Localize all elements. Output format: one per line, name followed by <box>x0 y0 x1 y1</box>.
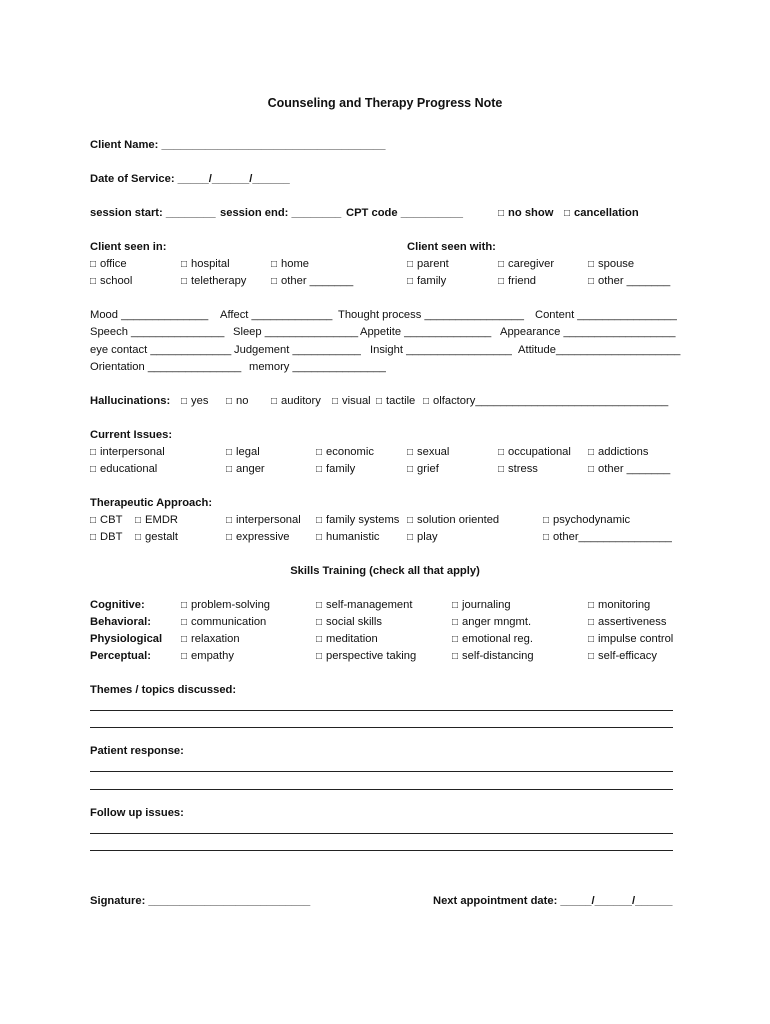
affect-field[interactable]: Affect _____________ <box>220 309 333 321</box>
issue-option[interactable]: □ interpersonal <box>90 445 165 460</box>
themes-label: Themes / topics discussed: <box>90 684 237 696</box>
issue-option[interactable]: □ family <box>316 462 355 477</box>
approach-option[interactable]: □ CBT <box>90 513 122 528</box>
skill-option[interactable]: □ impulse control <box>588 632 673 647</box>
seen-with-option[interactable]: □ family <box>407 274 446 289</box>
issue-option[interactable]: □ legal <box>226 445 260 460</box>
themes-line[interactable] <box>90 710 673 711</box>
seen-with-option[interactable]: □ other _______ <box>588 274 670 289</box>
skill-option[interactable]: □ assertiveness <box>588 615 666 630</box>
current-issues-label: Current Issues: <box>90 429 173 441</box>
issue-option[interactable]: □ stress <box>498 462 538 477</box>
session-start-field[interactable]: session start: ________ <box>90 207 216 219</box>
page-title: Counseling and Therapy Progress Note <box>267 96 503 110</box>
issue-option[interactable]: □ grief <box>407 462 439 477</box>
seen-in-option[interactable]: □ home <box>271 257 309 272</box>
appearance-field[interactable]: Appearance __________________ <box>500 326 676 338</box>
approach-option[interactable]: □ solution oriented <box>407 513 499 528</box>
approach-option[interactable]: □ psychodynamic <box>543 513 630 528</box>
session-end-field[interactable]: session end: ________ <box>220 207 342 219</box>
seen-in-label: Client seen in: <box>90 241 167 253</box>
skill-option[interactable]: □ meditation <box>316 632 378 647</box>
approach-option[interactable]: □ humanistic <box>316 530 380 545</box>
skill-option[interactable]: □ monitoring <box>588 598 650 613</box>
mood-field[interactable]: Mood ______________ <box>90 309 209 321</box>
memory-field[interactable]: memory _______________ <box>249 361 386 373</box>
themes-line[interactable] <box>90 727 673 728</box>
approach-option[interactable]: □ other_______________ <box>543 530 672 545</box>
client-name-field[interactable]: Client Name: ____________________________________ <box>90 139 386 151</box>
seen-with-option[interactable]: □ parent <box>407 257 449 272</box>
seen-in-option[interactable]: □ office <box>90 257 127 272</box>
skill-option[interactable]: □ anger mngmt. <box>452 615 531 630</box>
therapeutic-approach-label: Therapeutic Approach: <box>90 497 213 509</box>
seen-with-option[interactable]: □ spouse <box>588 257 634 272</box>
approach-option[interactable]: □ family systems <box>316 513 399 528</box>
seen-in-option[interactable]: □ teletherapy <box>181 274 246 289</box>
skill-option[interactable]: □ empathy <box>181 649 234 664</box>
approach-option[interactable]: □ play <box>407 530 438 545</box>
skills-row-label: Behavioral: <box>90 616 151 628</box>
attitude-field[interactable]: Attitude____________________ <box>518 344 681 356</box>
hallucinations-option[interactable]: □ olfactory_______________________________ <box>423 394 668 409</box>
skill-option[interactable]: □ self-efficacy <box>588 649 657 664</box>
patient-response-label: Patient response: <box>90 745 184 757</box>
approach-option[interactable]: □ DBT <box>90 530 122 545</box>
skill-option[interactable]: □ emotional reg. <box>452 632 533 647</box>
appetite-field[interactable]: Appetite ______________ <box>360 326 492 338</box>
judgement-field[interactable]: Judgement ___________ <box>234 344 361 356</box>
hallucinations-option[interactable]: □ visual <box>332 394 371 409</box>
skill-option[interactable]: □ self-management <box>316 598 412 613</box>
approach-option[interactable]: □ interpersonal <box>226 513 301 528</box>
skill-option[interactable]: □ social skills <box>316 615 382 630</box>
issue-option[interactable]: □ economic <box>316 445 374 460</box>
skills-heading: Skills Training (check all that apply) <box>290 565 480 577</box>
skill-option[interactable]: □ perspective taking <box>316 649 416 664</box>
thought-process-field[interactable]: Thought process ________________ <box>338 309 524 321</box>
orientation-field[interactable]: Orientation _______________ <box>90 361 242 373</box>
cancellation-checkbox[interactable]: □ cancellation <box>564 206 639 221</box>
skills-row-label: Perceptual: <box>90 650 151 662</box>
hallucinations-option[interactable]: □ tactile <box>376 394 415 409</box>
cpt-code-field[interactable]: CPT code __________ <box>346 207 463 219</box>
sleep-field[interactable]: Sleep _______________ <box>233 326 359 338</box>
seen-in-option[interactable]: □ school <box>90 274 132 289</box>
approach-option[interactable]: □ expressive <box>226 530 290 545</box>
patient-response-line[interactable] <box>90 789 673 790</box>
insight-field[interactable]: Insight _________________ <box>370 344 512 356</box>
approach-option[interactable]: □ gestalt <box>135 530 178 545</box>
hallucinations-label: Hallucinations: <box>90 395 171 407</box>
approach-option[interactable]: □ EMDR <box>135 513 178 528</box>
eye-contact-field[interactable]: eye contact _____________ <box>90 344 232 356</box>
hallucinations-option[interactable]: □ yes <box>181 394 208 409</box>
skill-option[interactable]: □ relaxation <box>181 632 240 647</box>
issue-option[interactable]: □ educational <box>90 462 157 477</box>
follow-up-line[interactable] <box>90 833 673 834</box>
skills-row-label: Physiological <box>90 633 163 645</box>
issue-option[interactable]: □ other _______ <box>588 462 670 477</box>
issue-option[interactable]: □ sexual <box>407 445 449 460</box>
seen-in-option[interactable]: □ other _______ <box>271 274 353 289</box>
skill-option[interactable]: □ self-distancing <box>452 649 534 664</box>
seen-in-option[interactable]: □ hospital <box>181 257 230 272</box>
skill-option[interactable]: □ problem-solving <box>181 598 270 613</box>
speech-field[interactable]: Speech _______________ <box>90 326 225 338</box>
skills-row-label: Cognitive: <box>90 599 145 611</box>
signature-field[interactable]: Signature: __________________________ <box>90 895 311 907</box>
follow-up-label: Follow up issues: <box>90 807 184 819</box>
issue-option[interactable]: □ anger <box>226 462 265 477</box>
content-field[interactable]: Content ________________ <box>535 309 677 321</box>
hallucinations-option[interactable]: □ auditory <box>271 394 321 409</box>
seen-with-option[interactable]: □ caregiver <box>498 257 554 272</box>
issue-option[interactable]: □ occupational <box>498 445 571 460</box>
follow-up-line[interactable] <box>90 850 673 851</box>
hallucinations-option[interactable]: □ no <box>226 394 249 409</box>
no-show-checkbox[interactable]: □ no show <box>498 206 553 221</box>
next-appointment-field[interactable]: Next appointment date: _____/______/______ <box>433 895 673 907</box>
patient-response-line[interactable] <box>90 771 673 772</box>
date-of-service-field[interactable]: Date of Service: _____/______/______ <box>90 173 290 185</box>
skill-option[interactable]: □ journaling <box>452 598 511 613</box>
issue-option[interactable]: □ addictions <box>588 445 648 460</box>
seen-with-label: Client seen with: <box>407 241 496 253</box>
seen-with-option[interactable]: □ friend <box>498 274 536 289</box>
skill-option[interactable]: □ communication <box>181 615 266 630</box>
